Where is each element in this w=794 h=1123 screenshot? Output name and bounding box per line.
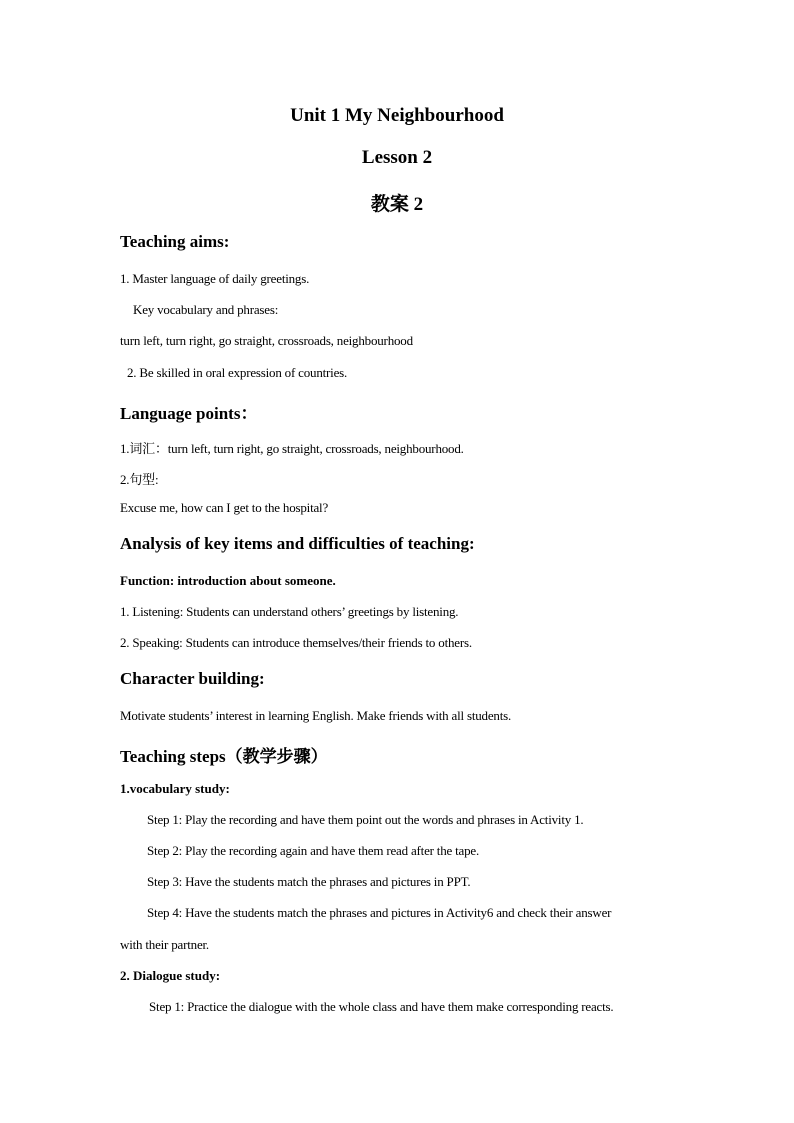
heading-language-points: Language points： [120,404,258,423]
language-point-sentence: Excuse me, how can I get to the hospital? [120,500,329,515]
aim-key-vocab: Key vocabulary and phrases: [133,302,279,317]
vocab-step-3: Step 3: Have the students match the phrases and pictures in PPT. [147,874,471,889]
analysis-speaking: 2. Speaking: Students can introduce themselves/their friends to others. [120,635,472,650]
heading-teaching-steps: Teaching steps（教学步骤） [120,747,328,766]
vocab-step-2: Step 2: Play the recording again and have them read after the tape. [147,843,480,858]
vocab-step-4: Step 4: Have the students match the phrases and pictures in Activity6 and check their answer [147,905,612,920]
language-point-1: 1.词汇：turn left, turn right, go straight, crossroads, neighbourhood. [120,441,464,456]
aim-2: 2. Be skilled in oral expression of countries. [127,365,348,380]
dialogue-study-heading: 2. Dialogue study: [120,968,221,983]
vocabulary-study-heading: 1.vocabulary study: [120,781,230,796]
analysis-function: Function: introduction about someone. [120,573,336,588]
character-building-text: Motivate students’ interest in learning English. Make friends with all students. [120,708,512,723]
language-point-2: 2.句型: [120,472,159,487]
lesson-title: Lesson 2 [361,147,433,168]
aim-vocab-list: turn left, turn right, go straight, crossroads, neighbourhood [120,333,413,348]
heading-character-building: Character building: [120,669,265,688]
plan-title: 教案 2 [370,194,424,215]
heading-teaching-aims: Teaching aims: [120,232,230,251]
vocab-step-1: Step 1: Play the recording and have them point out the words and phrases in Activity 1. [147,812,584,827]
dialogue-step-1: Step 1: Practice the dialogue with the whole class and have them make corresponding reacts. [149,999,614,1014]
vocab-step-4-continued: with their partner. [120,937,209,952]
analysis-listening: 1. Listening: Students can understand others’ greetings by listening. [120,604,459,619]
heading-analysis: Analysis of key items and difficulties of teaching: [120,534,475,553]
aim-1: 1. Master language of daily greetings. [120,271,310,286]
document-title: Unit 1 My Neighbourhood [290,105,504,126]
